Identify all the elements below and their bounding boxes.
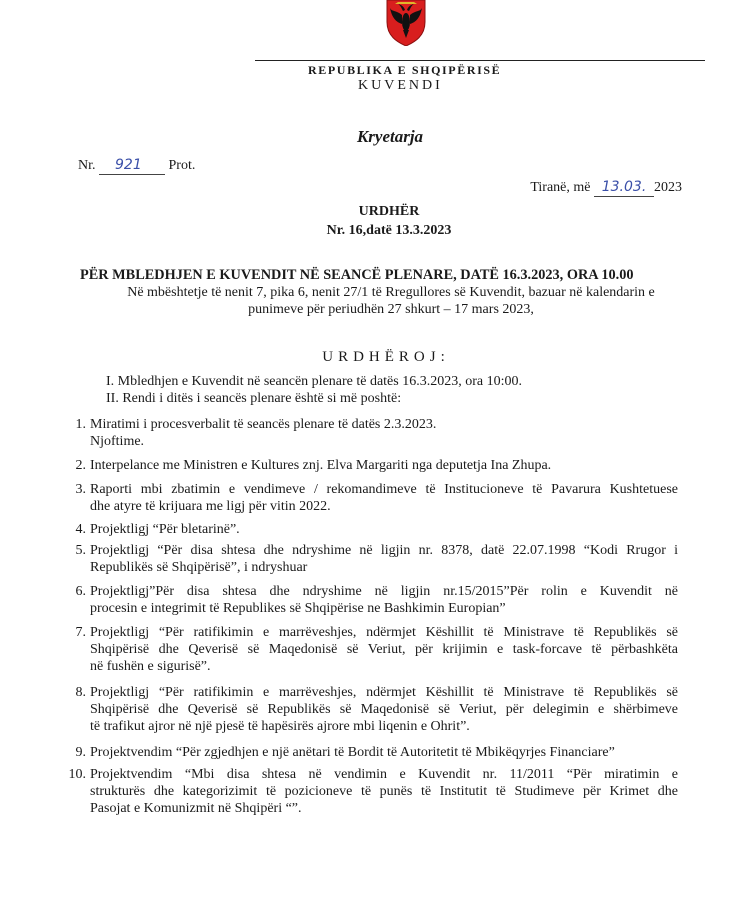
protocol-handwritten-number: 921 <box>115 157 142 173</box>
agenda-item-line: procesin e integrimit të Republikes së Shqipërise ne Bashkimin Europian” <box>90 601 506 616</box>
agenda-item-line: Projektligj “Për bletarinë”. <box>90 522 240 537</box>
parliament-name: KUVENDI <box>358 78 443 93</box>
point-agenda: II. Rendi i ditës i seancës plenare është si më poshtë: <box>106 391 402 406</box>
legal-basis-line: punimeve për periudhën 27 shkurt – 17 mars 2023, <box>248 302 534 317</box>
agenda-item-line: Projektligj “Për ratifikimin e marrëveshjes, ndërmjet Këshillit të Ministrave të Republikës së <box>90 685 678 700</box>
agenda-item-line: Projektligj”Për disa shtesa dhe ndryshime në ligjin nr.15/2015”Për rolin e Kuvendit në <box>90 584 678 599</box>
dateline <box>530 179 682 197</box>
agenda-item-number: 7. <box>75 625 86 640</box>
agenda-item-number: 1. <box>75 417 86 432</box>
republic-name: REPUBLIKA E SHQIPËRISË <box>308 63 502 77</box>
order-number: Nr. 16,datë 13.3.2023 <box>326 223 452 238</box>
agenda-item-line: Interpelance me Ministren e Kultures znj. Elva Margariti nga deputetja Ina Zhupa. <box>90 458 552 473</box>
agenda-item-line: Projektvendim “Mbi disa shtesa në vendimin e Kuvendit nr. 11/2011 “Për miratimin e <box>90 767 678 782</box>
agenda-item-number: 3. <box>75 482 86 497</box>
agenda-item-line: strukturës dhe kategorizimit të pozicioneve të punës të Institutit të Studimeve për Krimet dhe <box>90 784 678 799</box>
agenda-item-line: të trafikut ajror në një pjesë të hapësirës ajrore mbi liqenin e Ohrit”. <box>90 719 470 734</box>
protocol-suffix: Prot. <box>168 158 196 173</box>
protocol-prefix: Nr. <box>78 158 96 173</box>
agenda-item-number: 4. <box>75 522 86 537</box>
protocol-number <box>78 157 195 175</box>
agenda-item-line: dhe atyre të krijuara me ligj për vitin 2022. <box>90 499 331 514</box>
agenda-item-line: Pasojat e Komunizmit në Shqipëri “”. <box>90 801 302 816</box>
decree-heading: URDHËROJ: <box>322 349 450 365</box>
agenda-item-line: Miratimi i procesverbalit të seancës plenare të datës 2.3.2023. <box>90 417 437 432</box>
dateline-handwritten-date: 13.03. <box>601 179 647 195</box>
albanian-eagle-emblem <box>383 0 429 46</box>
agenda-item-line: në fushën e sigurisë”. <box>90 659 211 674</box>
point-meeting: I. Mbledhjen e Kuvendit në seancën plenare të datës 16.3.2023, ora 10:00. <box>106 374 522 389</box>
agenda-item-number: 8. <box>75 685 86 700</box>
office-title: Kryetarja <box>356 127 424 146</box>
order-subject: PËR MBLEDHJEN E KUVENDIT NË SEANCË PLENARE, DATË 16.3.2023, ORA 10.00 <box>80 267 634 283</box>
agenda-item-number: 10. <box>68 767 86 782</box>
dateline-year: 2023 <box>654 180 682 195</box>
agenda-item-line: Njoftime. <box>90 434 145 449</box>
agenda-item-line: Republikës së Shqipërisë”, i ndryshuar <box>90 560 308 575</box>
legal-basis-line: Në mbështetje të nenit 7, pika 6, nenit 27/1 të Rregullores së Kuvendit, bazuar në kalendarin e <box>127 285 655 300</box>
agenda-item-line: Shqipërisë dhe Qeverisë së Maqedonisë së Veriut, për krijimin e task-forcave të përbashkëta <box>90 642 678 657</box>
order-title: URDHËR <box>358 204 420 219</box>
header-rule <box>255 60 705 61</box>
agenda-item-line: Projektligj “Për ratifikimin e marrëveshjes, ndërmjet Këshillit të Ministrave të Republikës së <box>90 625 678 640</box>
agenda-item-line: Projektvendim “Për zgjedhjen e një anëtari të Bordit të Autoritetit të Mbikëqyrjes Financiare” <box>90 745 615 760</box>
agenda-item-number: 2. <box>75 458 86 473</box>
dateline-city: Tiranë, më <box>530 180 591 195</box>
agenda-item-number: 6. <box>75 584 86 599</box>
agenda-item-line: Shqipërisë dhe Qeverisë së Republikës së Maqedonisë së Veriut, për delegimin e shërbimeve <box>90 702 678 717</box>
agenda-item-line: Projektligj “Për disa shtesa dhe ndryshime në ligjin nr. 8378, datë 22.07.1998 “Kodi Rrugor i <box>90 543 678 558</box>
agenda-item-line: Raporti mbi zbatimin e vendimeve / rekomandimeve të Institucioneve të Pavarura Kushtetuese <box>90 482 678 497</box>
agenda-item-number: 9. <box>75 745 86 760</box>
legal-basis <box>96 284 686 318</box>
agenda-item-number: 5. <box>75 543 86 558</box>
